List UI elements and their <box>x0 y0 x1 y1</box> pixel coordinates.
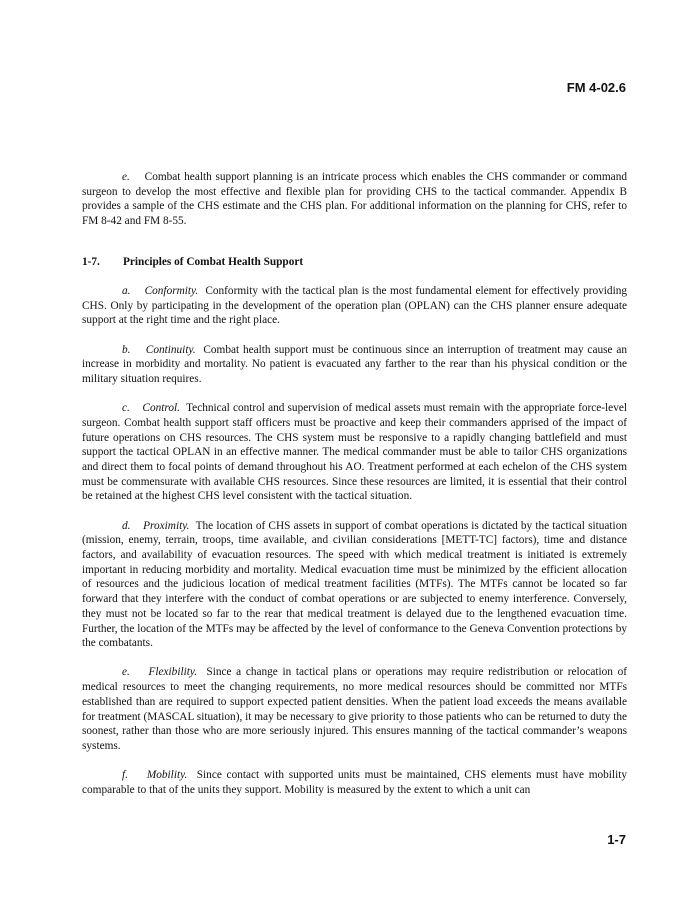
principle-paragraph-flexibility <box>82 665 627 753</box>
principle-term: Conformity. <box>144 285 199 298</box>
page-number: 1-7 <box>607 832 626 847</box>
paragraph-label: d. <box>122 519 131 532</box>
document-id: FM 4-02.6 <box>566 80 626 95</box>
intro-paragraph <box>82 170 627 229</box>
paragraph-text: Since a change in tactical plans or operations may require redistribution or relocation of medical resources to meet the changing requirements, no more medical resources should be committed nor MTFs established than are required to support expected patient densities. When the patient load exceeds the means available for treatment (MASCAL situation), it may be necessary to give priority to those patients who can be returned to duty the soonest, rather than those who are more seriously injured. This ensures manning of the tactical commander’s weapons systems. <box>82 666 628 752</box>
paragraph-text: Since contact with supported units must be maintained, CHS elements must have mobility comparable to that of the units they support. Mobility is measured by the extent to which a unit can <box>82 769 627 796</box>
paragraph-label: e. <box>122 171 130 183</box>
principle-term: Control. <box>142 402 180 415</box>
paragraph-label: b. <box>122 343 131 356</box>
section-number: 1-7. <box>82 255 100 268</box>
paragraph-label: e. <box>122 666 130 679</box>
paragraph-label: a. <box>122 285 131 298</box>
principle-paragraph-conformity <box>82 284 627 328</box>
section-heading <box>82 255 627 270</box>
paragraph-label: c. <box>122 402 130 415</box>
paragraph-text: The location of CHS assets in support of combat operations is dictated by the tactical situation (mission, enemy, terrain, troops, time available, and civilian considerations [METT-TC] factors), time and distance factors, and availability of evacuation resources. The speed with which medical treatment is initiated is extremely important in reducing morbidity and mortality. Medical evacuation time must be minimized by the efficient allocation of resources and the judicious location of medical treatment facilities (MTFs). The MTFs cannot be located so far forward that they interfere with the conduct of combat operations or are subjected to enemy interference. Conversely, they must not be located so far to the rear that medical treatment is delayed due to the lengthened evacuation time. Further, the location of the MTFs may be affected by the level of conformance to the Geneva Convention protections by the combatants. <box>82 519 627 650</box>
paragraph-text: Combat health support must be continuous since an interruption of treatment may cause an increase in morbidity and mortality. No patient is evacuated any farther to the rear than his physical condition or the military situation requires. <box>82 343 627 386</box>
paragraph-text: Combat health support planning is an intricate process which enables the CHS commander or command surgeon to develop the most effective and flexible plan for providing CHS to the tactical commander. Appendix B provides a sample of the CHS estimate and the CHS plan. For additional information on the planning for CHS, refer to FM 8-42 and FM 8-55. <box>82 171 627 228</box>
paragraph-text: Technical control and supervision of medical assets must remain with the appropriate force-level surgeon. Combat health support staff officers must be proactive and keep their commanders apprised of the impact of future operations on CHS resources. The CHS system must be responsive to a rapidly changing battlefield and must support the tactical OPLAN in an effective manner. The medical commander must be able to tailor CHS organizations and direct them to focal points of demand throughout his AO. Treatment performed at each echelon of the CHS system must be commensurate with available CHS resources. Since these resources are limited, it is essential that their control be retained at the highest CHS level consistent with the tactical situation. <box>82 402 627 503</box>
principle-term: Continuity. <box>145 343 196 356</box>
principle-paragraph-continuity <box>82 343 627 387</box>
paragraph-label: f. <box>122 769 128 782</box>
principle-term: Proximity. <box>143 519 190 532</box>
principle-term: Flexibility. <box>148 666 198 679</box>
principle-term: Mobility. <box>146 769 188 782</box>
paragraph-text: Conformity with the tactical plan is the most fundamental element for effectively providing CHS. Only by participating in the development of the operation plan (OPLAN) can the CHS planner ensure adequate support at the right time and the right place. <box>82 285 628 327</box>
page-body <box>82 170 627 812</box>
principle-paragraph-control <box>82 401 627 504</box>
principle-paragraph-proximity <box>82 519 627 651</box>
principle-paragraph-mobility <box>82 768 627 797</box>
section-title: Principles of Combat Health Support <box>123 255 304 268</box>
